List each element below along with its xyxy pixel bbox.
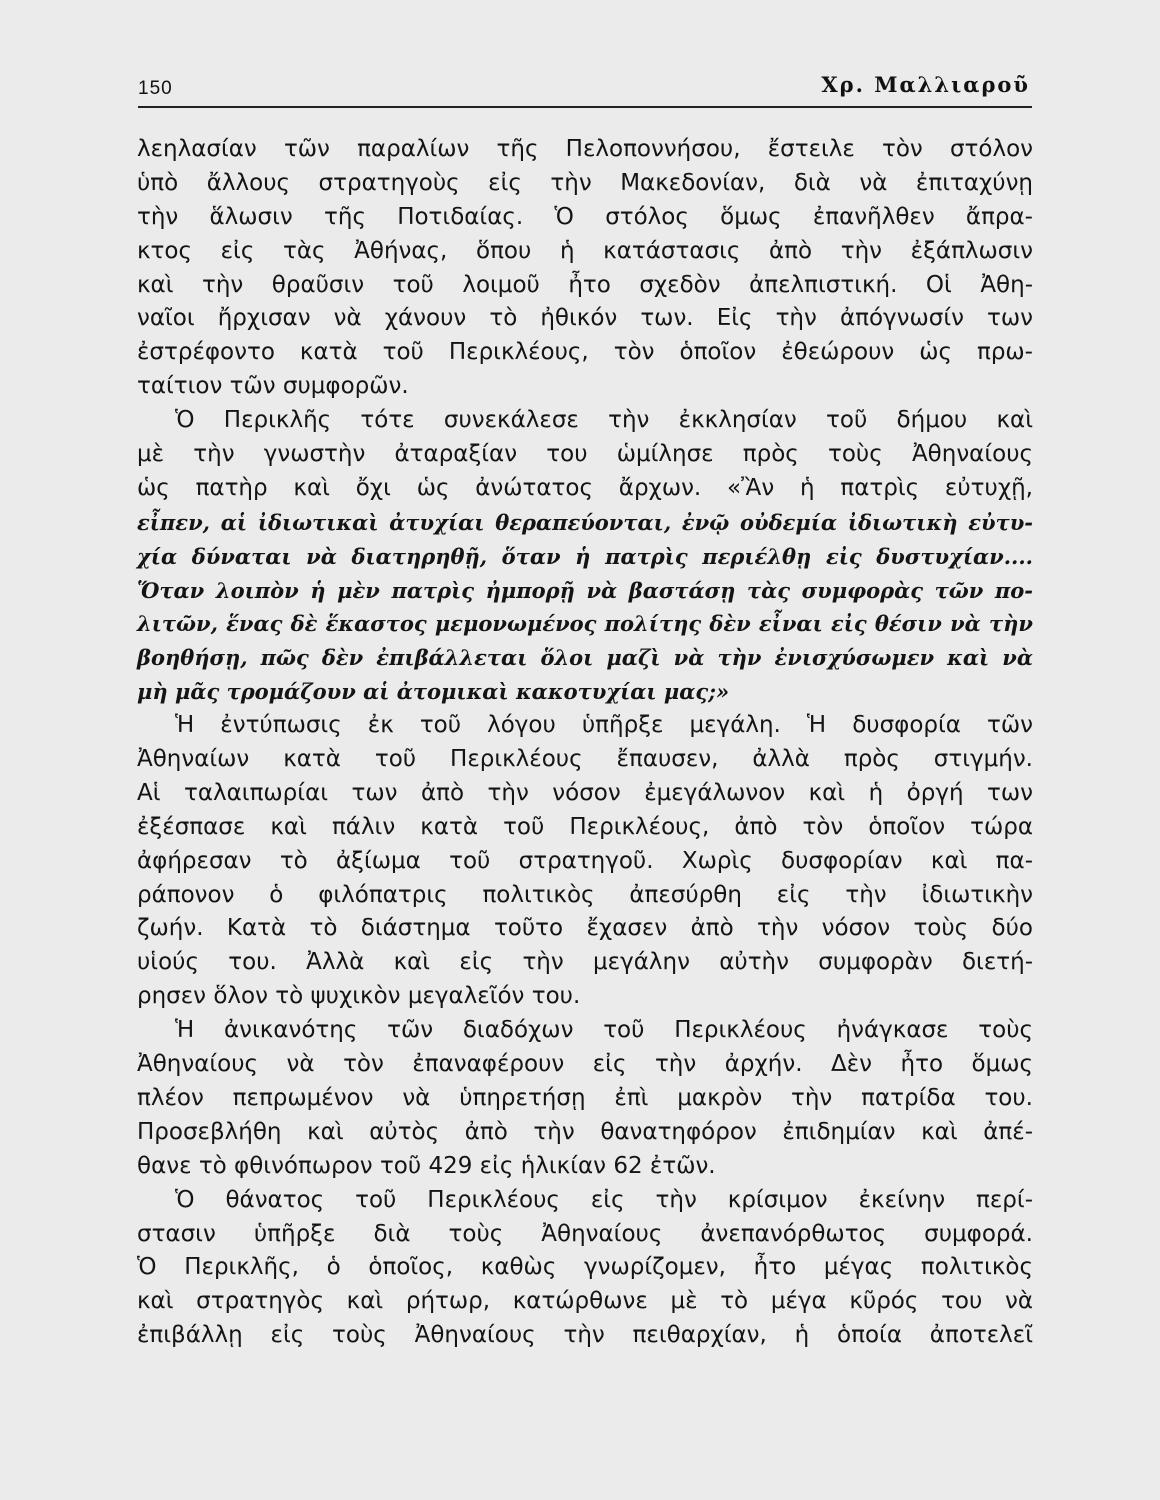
text-line: λεηλασίαν τῶν παραλίων τῆς Πελοποννήσου, ἔστειλε τὸν στόλον <box>137 136 1033 162</box>
quote-line: εἶπεν, αἱ ἰδιωτικαὶ ἀτυχίαι θεραπεύονται, ἐνῷ οὐδεμία ἰδιωτικὴ εὐτυ- <box>137 509 1033 535</box>
header-rule <box>138 106 1032 108</box>
text-line: Ἀθηναίους νὰ τὸν ἐπαναφέρουν εἰς τὴν ἀρχήν. Δὲν ἦτο ὅμως <box>137 1051 1033 1078</box>
text-line: τὴν ἅλωσιν τῆς Ποτιδαίας. Ὁ στόλος ὅμως ἐπανῆλθεν ἄπρα- <box>137 203 1033 230</box>
text-line: ὡς πατὴρ καὶ ὄχι ὡς ἀνώτατος ἄρχων. «Ἂν ἡ πατρὶς εὐτυχῇ, <box>137 474 1033 501</box>
text-line: ταίτιον τῶν συμφορῶν. <box>137 373 409 400</box>
text-line: καὶ στρατηγὸς καὶ ρήτωρ, κατώρθωνε μὲ τὸ μέγα κῦρός του νὰ <box>137 1288 1033 1315</box>
quote-line: Ὅταν λοιπὸν ἡ μὲν πατρὶς ἠμπορῇ νὰ βαστάσῃ τὰς συμφορὰς τῶν πο- <box>137 577 1033 603</box>
text-line: ζωήν. Κατὰ τὸ διάστημα τοῦτο ἔχασεν ἀπὸ τὴν νόσον τοὺς δύο <box>137 915 1033 942</box>
text-line: ράπονον ὁ φιλόπατρις πολιτικὸς ἀπεσύρθη εἰς τὴν ἰδιωτικὴν <box>137 881 1033 908</box>
text-line: θανε τὸ φθινόπωρον τοῦ 429 εἰς ἡλικίαν 62 ἐτῶν. <box>137 1152 716 1179</box>
text-line: στασιν ὑπῆρξε διὰ τοὺς Ἀθηναίους ἀνεπανόρθωτος συμφορά. <box>137 1220 1033 1247</box>
text-line: ὑπὸ ἄλλους στρατηγοὺς εἰς τὴν Μακεδονίαν, διὰ νὰ ἐπιταχύνῃ <box>137 169 1033 196</box>
text-line: Αἱ ταλαιπωρίαι των ἀπὸ τὴν νόσον ἐμεγάλωνον καὶ ἡ ὀργή των <box>137 779 1033 806</box>
text-line: Ὁ θάνατος τοῦ Περικλέους εἰς τὴν κρίσιμον ἐκείνην περί- <box>175 1186 1033 1213</box>
text-line: ἐξέσπασε καὶ πάλιν κατὰ τοῦ Περικλέους, ἀπὸ τὸν ὁποῖον τώρα <box>137 813 1033 840</box>
running-head-author: Χρ. Μαλλιαροῦ <box>821 72 1030 97</box>
text-line: Ἡ ἀνικανότης τῶν διαδόχων τοῦ Περικλέους ἠνάγκασε τοὺς <box>175 1017 1033 1044</box>
text-line: ἀφήρεσαν τὸ ἀξίωμα τοῦ στρατηγοῦ. Χωρὶς δυσφορίαν καὶ πα- <box>137 847 1033 874</box>
text-line: μὲ τὴν γνωστὴν ἀταραξίαν του ὡμίλησε πρὸς τοὺς Ἀθηναίους <box>137 441 1033 468</box>
text-line: κτος εἰς τὰς Ἀθήνας, ὅπου ἡ κατάστασις ἀπὸ τὴν ἐξάπλωσιν <box>137 237 1033 264</box>
text-line: Ἀθηναίων κατὰ τοῦ Περικλέους ἔπαυσεν, ἀλλὰ πρὸς στιγμήν. <box>137 746 1033 773</box>
quote-line: μὴ μᾶς τρομάζουν αἱ ἀτομικαὶ κακοτυχίαι μας;» <box>137 679 730 705</box>
text-line: ρησεν ὅλον τὸ ψυχικὸν μεγαλεῖόν του. <box>137 983 581 1010</box>
text-line: πλέον πεπρωμένον νὰ ὑπηρετήσῃ ἐπὶ μακρὸν τὴν πατρίδα του. <box>137 1084 1033 1111</box>
body-text <box>137 133 1033 1353</box>
quote-line: χία δύναται νὰ διατηρηθῇ, ὅταν ἡ πατρὶς περιέλθῃ εἰς δυστυχίαν.... <box>137 543 1033 569</box>
page-header <box>138 72 1032 108</box>
text-line: Ὁ Περικλῆς τότε συνεκάλεσε τὴν ἐκκλησίαν τοῦ δήμου καὶ <box>175 407 1033 434</box>
text-line: ἐστρέφοντο κατὰ τοῦ Περικλέους, τὸν ὁποῖον ἐθεώρουν ὡς πρω- <box>137 339 1033 366</box>
text-line: Ἡ ἐντύπωσις ἐκ τοῦ λόγου ὑπῆρξε μεγάλη. Ἡ δυσφορία τῶν <box>175 712 1033 739</box>
quote-line: βοηθήσῃ, πῶς δὲν ἐπιβάλλεται ὅλοι μαζὶ νὰ τὴν ἐνισχύσωμεν καὶ νὰ <box>137 645 1033 671</box>
text-line: ναῖοι ἤρχισαν νὰ χάνουν τὸ ἠθικόν των. Εἰς τὴν ἀπόγνωσίν των <box>137 305 1033 332</box>
text-line: ἐπιβάλλῃ εἰς τοὺς Ἀθηναίους τὴν πειθαρχίαν, ἡ ὁποία ἀποτελεῖ <box>137 1322 1033 1349</box>
page-number: 150 <box>138 78 173 99</box>
text-line: υἱούς του. Ἀλλὰ καὶ εἰς τὴν μεγάλην αὐτὴν συμφορὰν διετή- <box>137 949 1033 976</box>
text-line: Ὁ Περικλῆς, ὁ ὁποῖος, καθὼς γνωρίζομεν, ἦτο μέγας πολιτικὸς <box>137 1254 1033 1281</box>
quote-line: λιτῶν, ἕνας δὲ ἕκαστος μεμονωμένος πολίτης δὲν εἶναι εἰς θέσιν νὰ τὴν <box>137 611 1033 637</box>
text-line: καὶ τὴν θραῦσιν τοῦ λοιμοῦ ἦτο σχεδὸν ἀπελπιστική. Οἱ Ἀθη- <box>137 271 1033 298</box>
text-line: Προσεβλήθη καὶ αὐτὸς ἀπὸ τὴν θανατηφόρον ἐπιδημίαν καὶ ἀπέ- <box>137 1118 1033 1145</box>
